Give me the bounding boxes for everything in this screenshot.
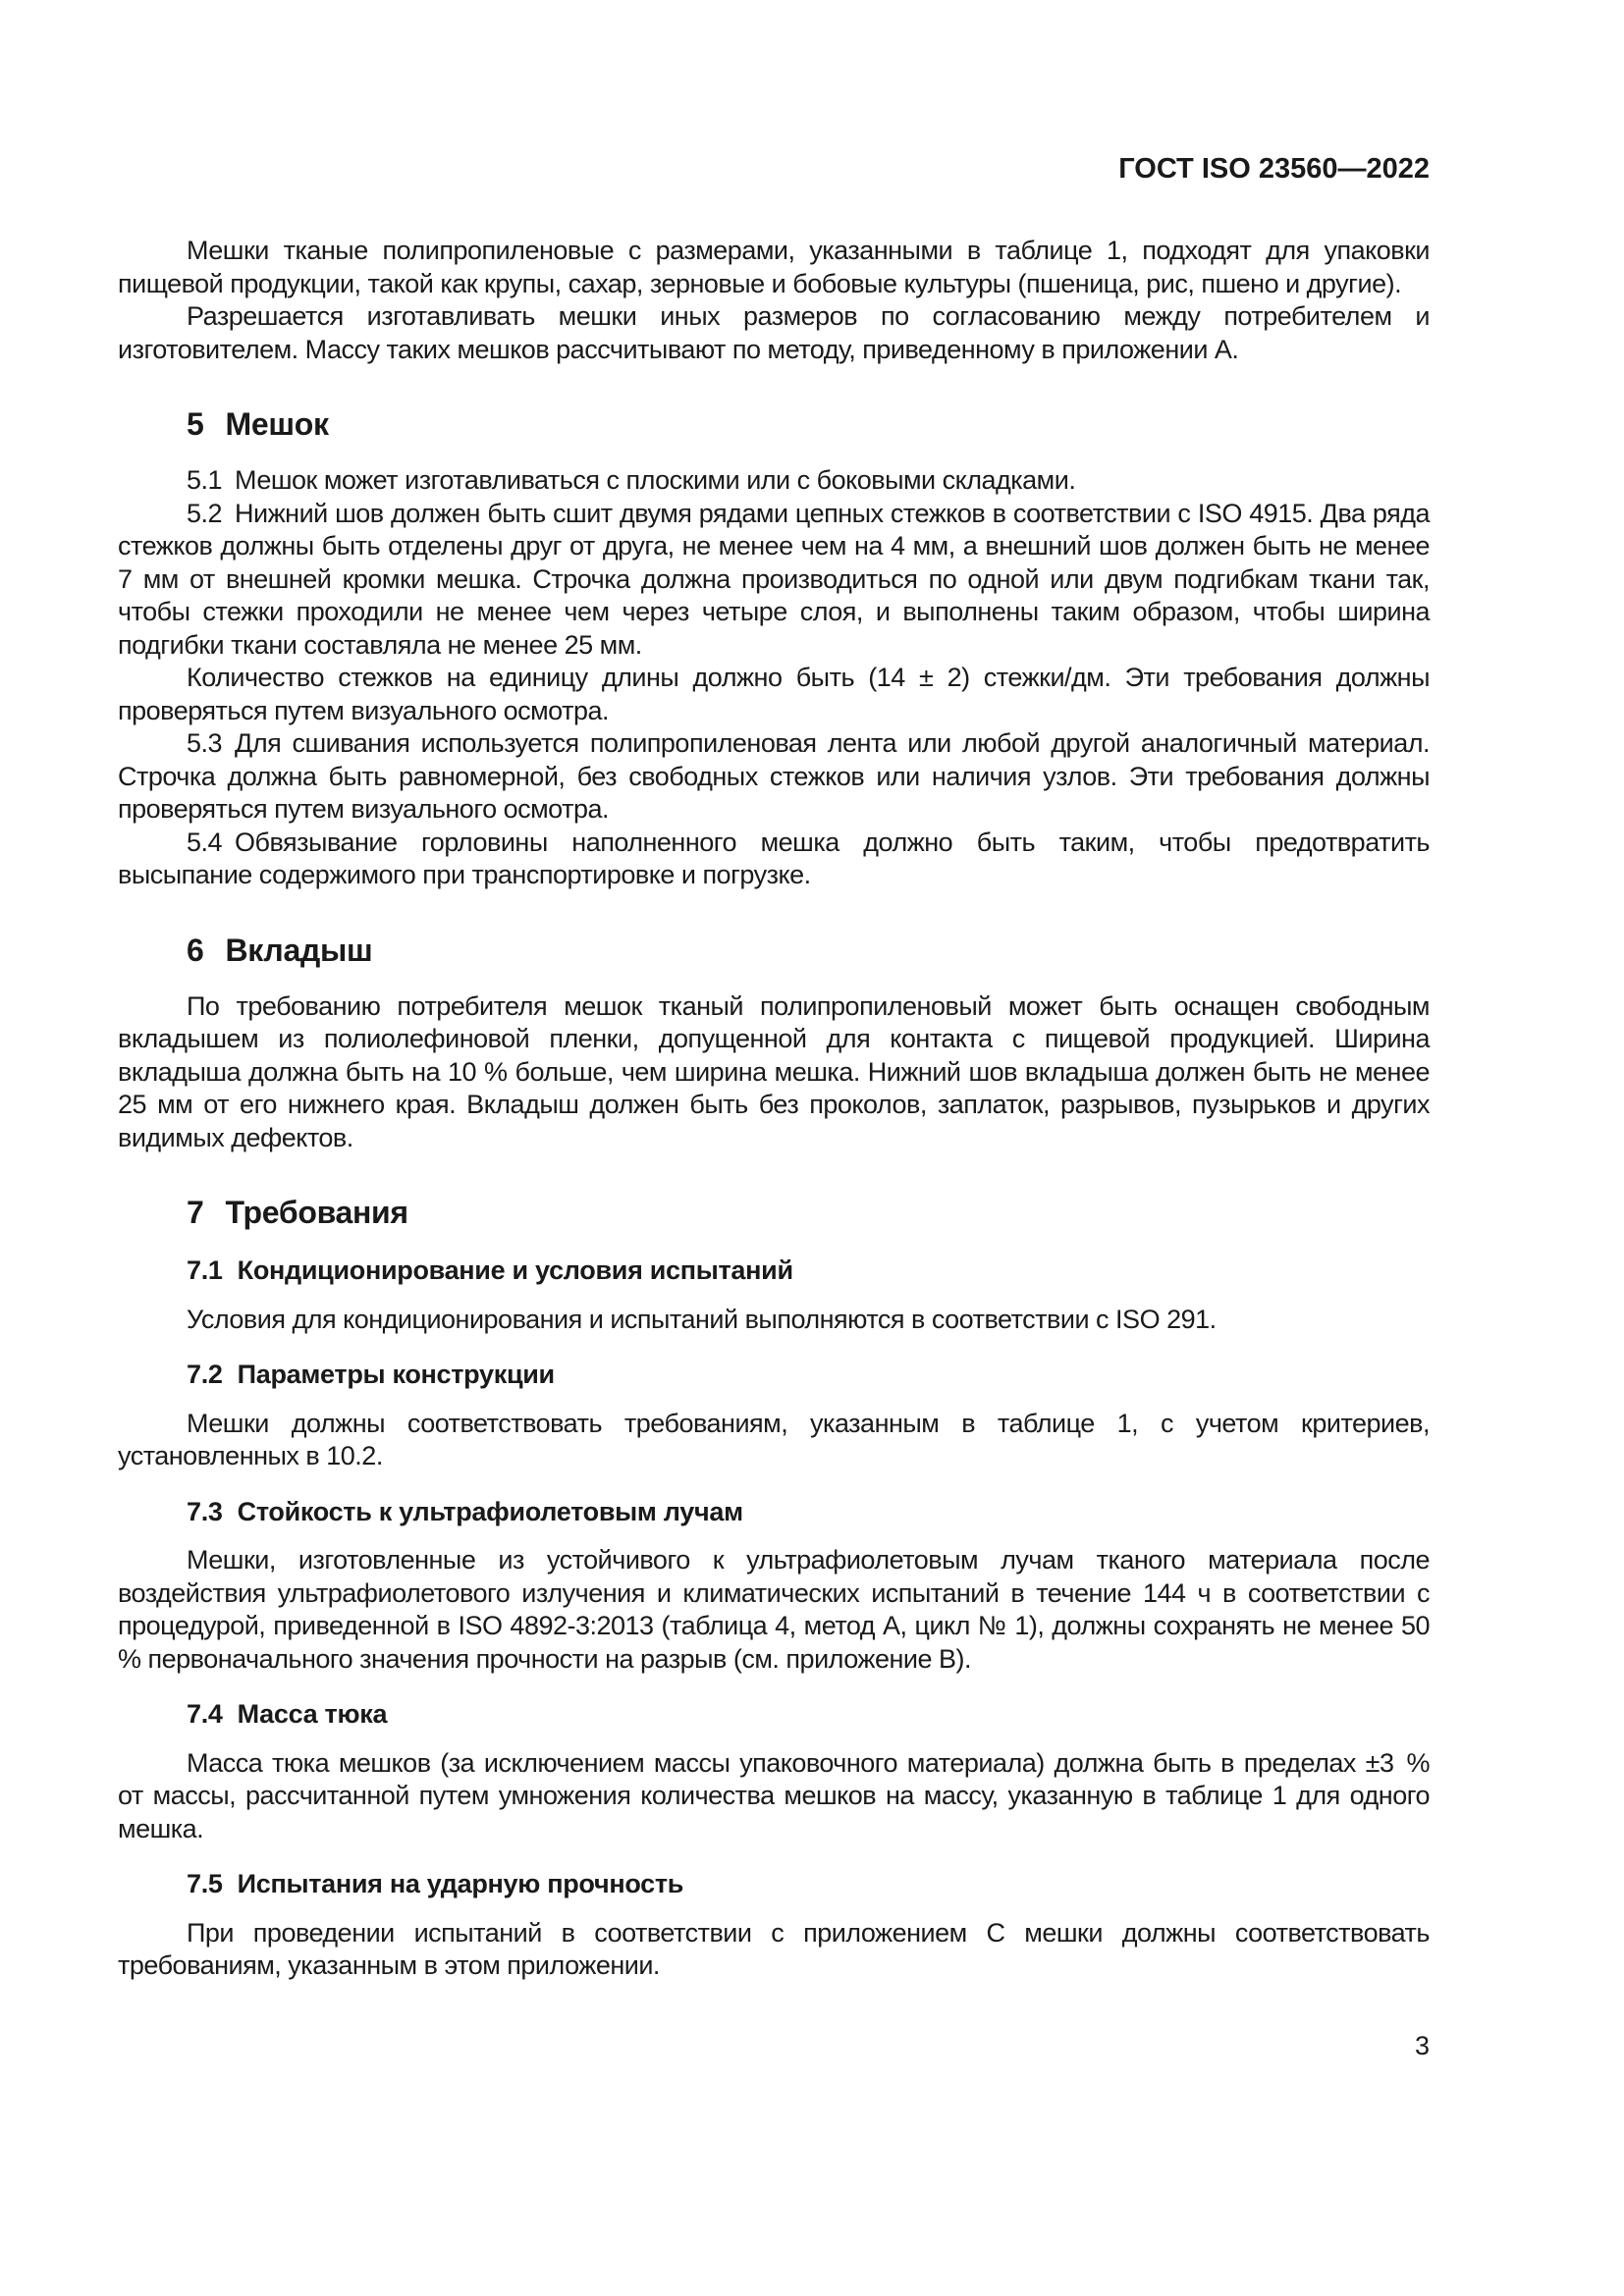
page-number: 3: [1414, 2030, 1430, 2060]
section-7-number: 7: [187, 1195, 204, 1230]
section-5-heading: [118, 404, 1430, 444]
section-5-number: 5: [187, 406, 204, 442]
clause-5-4-paragraph: 5.4 Обвязывание горловины наполненного мешка должно быть таким, чтобы предотвратить высыпание содержимого при транспортировке и погрузке.: [118, 827, 1430, 889]
clause-7-5-title: Испытания на ударную прочность: [237, 1869, 684, 1898]
section-6-heading: [118, 931, 1430, 970]
clause-7-3-number: 7.3: [187, 1496, 223, 1526]
clause-7-2-title: Параметры конструкции: [237, 1360, 555, 1389]
clause-5-2-paragraph-2: Количество стежков на единицу длины должно быть (14 ± 2) стежки/дм. Эти требования должны проверяться путем визуального осмотра.: [118, 663, 1430, 725]
clause-7-2-number: 7.2: [187, 1360, 223, 1389]
intro-paragraph-2: Разрешается изготавливать мешки иных размеров по согласованию между потребителем и изготовителем. Массу таких мешков рассчитывают по методу, приведенному в приложении А.: [118, 301, 1430, 364]
clause-7-1-title: Кондиционирование и условия испытаний: [237, 1255, 793, 1285]
clause-7-1-paragraph: Условия для кондиционирования и испытаний выполняются в соответствии с ISO 291.: [187, 1304, 1217, 1334]
clause-7-2-heading: [118, 1359, 1430, 1392]
clause-7-4-number: 7.4: [187, 1699, 223, 1729]
section-7-heading: [118, 1193, 1430, 1232]
clause-5-1-paragraph: 5.1 Мешок может изготавливаться с плоскими или с боковыми складками.: [187, 465, 1076, 495]
clause-5-2-paragraph: 5.2 Нижний шов должен быть сшит двумя рядами цепных стежков в соответствии с ISO 4915. Два ряда стежков должны быть отделены друг от друга, не менее чем на 4 мм, а внешний шов должен быть не менее 7 мм от внешней кромки мешка. Строчка должна производиться по одной или двум подгибкам ткани так, чтобы стежки проходили не менее чем через четыре слоя, и выполнены таким образом, чтобы ширина подгибки ткани составляла не менее 25 мм.: [118, 498, 1430, 660]
clause-5-3-paragraph: 5.3 Для сшивания используется полипропиленовая лента или любой другой аналогичный материал. Строчка должна быть равномерной, без свободных стежков или наличия узлов. Эти требования должны проверяться путем визуального осмотра.: [118, 728, 1430, 824]
clause-7-4-title: Масса тюка: [237, 1699, 388, 1729]
clause-7-3-paragraph: Мешки, изготовленные из устойчивого к ультрафиолетовым лучам тканого материала после воздействия ультрафиолетового излучения и климатических испытаний в течение 144 ч в соответствии с процедурой, приведенной в ISO 4892-3:2013 (таблица 4, метод А, цикл № 1), должны сохранять не менее 50 % первоначального значения прочности на разрыв (см. приложение В).: [118, 1545, 1430, 1674]
clause-7-1-heading: [118, 1255, 1430, 1288]
section-5-title: Мешок: [225, 406, 329, 442]
clause-7-3-title: Стойкость к ультрафиолетовым лучам: [237, 1496, 743, 1526]
section-6-number: 6: [187, 932, 204, 968]
clause-7-2-paragraph: Мешки должны соответствовать требованиям, указанным в таблице 1, с учетом критериев, установленных в 10.2.: [118, 1408, 1430, 1470]
page-header: ГОСТ ISO 23560—2022: [1118, 153, 1430, 185]
section-7-title: Требования: [225, 1195, 408, 1230]
clause-7-4-heading: [118, 1698, 1430, 1732]
clause-7-1-number: 7.1: [187, 1255, 223, 1285]
page-content: [118, 0, 1430, 2062]
section-6-title: Вкладыш: [225, 932, 373, 968]
section-6-paragraph: По требованию потребителя мешок тканый полипропиленовый может быть оснащен свободным вкладышем из полиолефиновой пленки, допущенной для контакта с пищевой продукцией. Ширина вкладыша должна быть на 10 % больше, чем ширина мешка. Нижний шов вкладыша должен быть не менее 25 мм от его нижнего края. Вкладыш должен быть без проколов, заплаток, разрывов, пузырьков и других видимых дефектов.: [118, 990, 1430, 1152]
clause-7-4-paragraph: Масса тюка мешков (за исключением массы упаковочного материала) должна быть в пределах ±3 % от массы, рассчитанной путем умножения количества мешков на массу, указанную в таблице 1 для одного мешка.: [118, 1747, 1430, 1843]
clause-7-5-number: 7.5: [187, 1869, 223, 1898]
clause-7-5-heading: [118, 1868, 1430, 1901]
clause-7-3-heading: [118, 1496, 1430, 1529]
intro-paragraph-1: Мешки тканые полипропиленовые с размерами, указанными в таблице 1, подходят для упаковки пищевой продукции, такой как крупы, сахар, зерновые и бобовые культуры (пшеница, рис, пшено и другие).: [118, 236, 1430, 298]
clause-7-5-paragraph: При проведении испытаний в соответствии с приложением С мешки должны соответствовать требованиям, указанным в этом приложении.: [118, 1917, 1430, 1980]
